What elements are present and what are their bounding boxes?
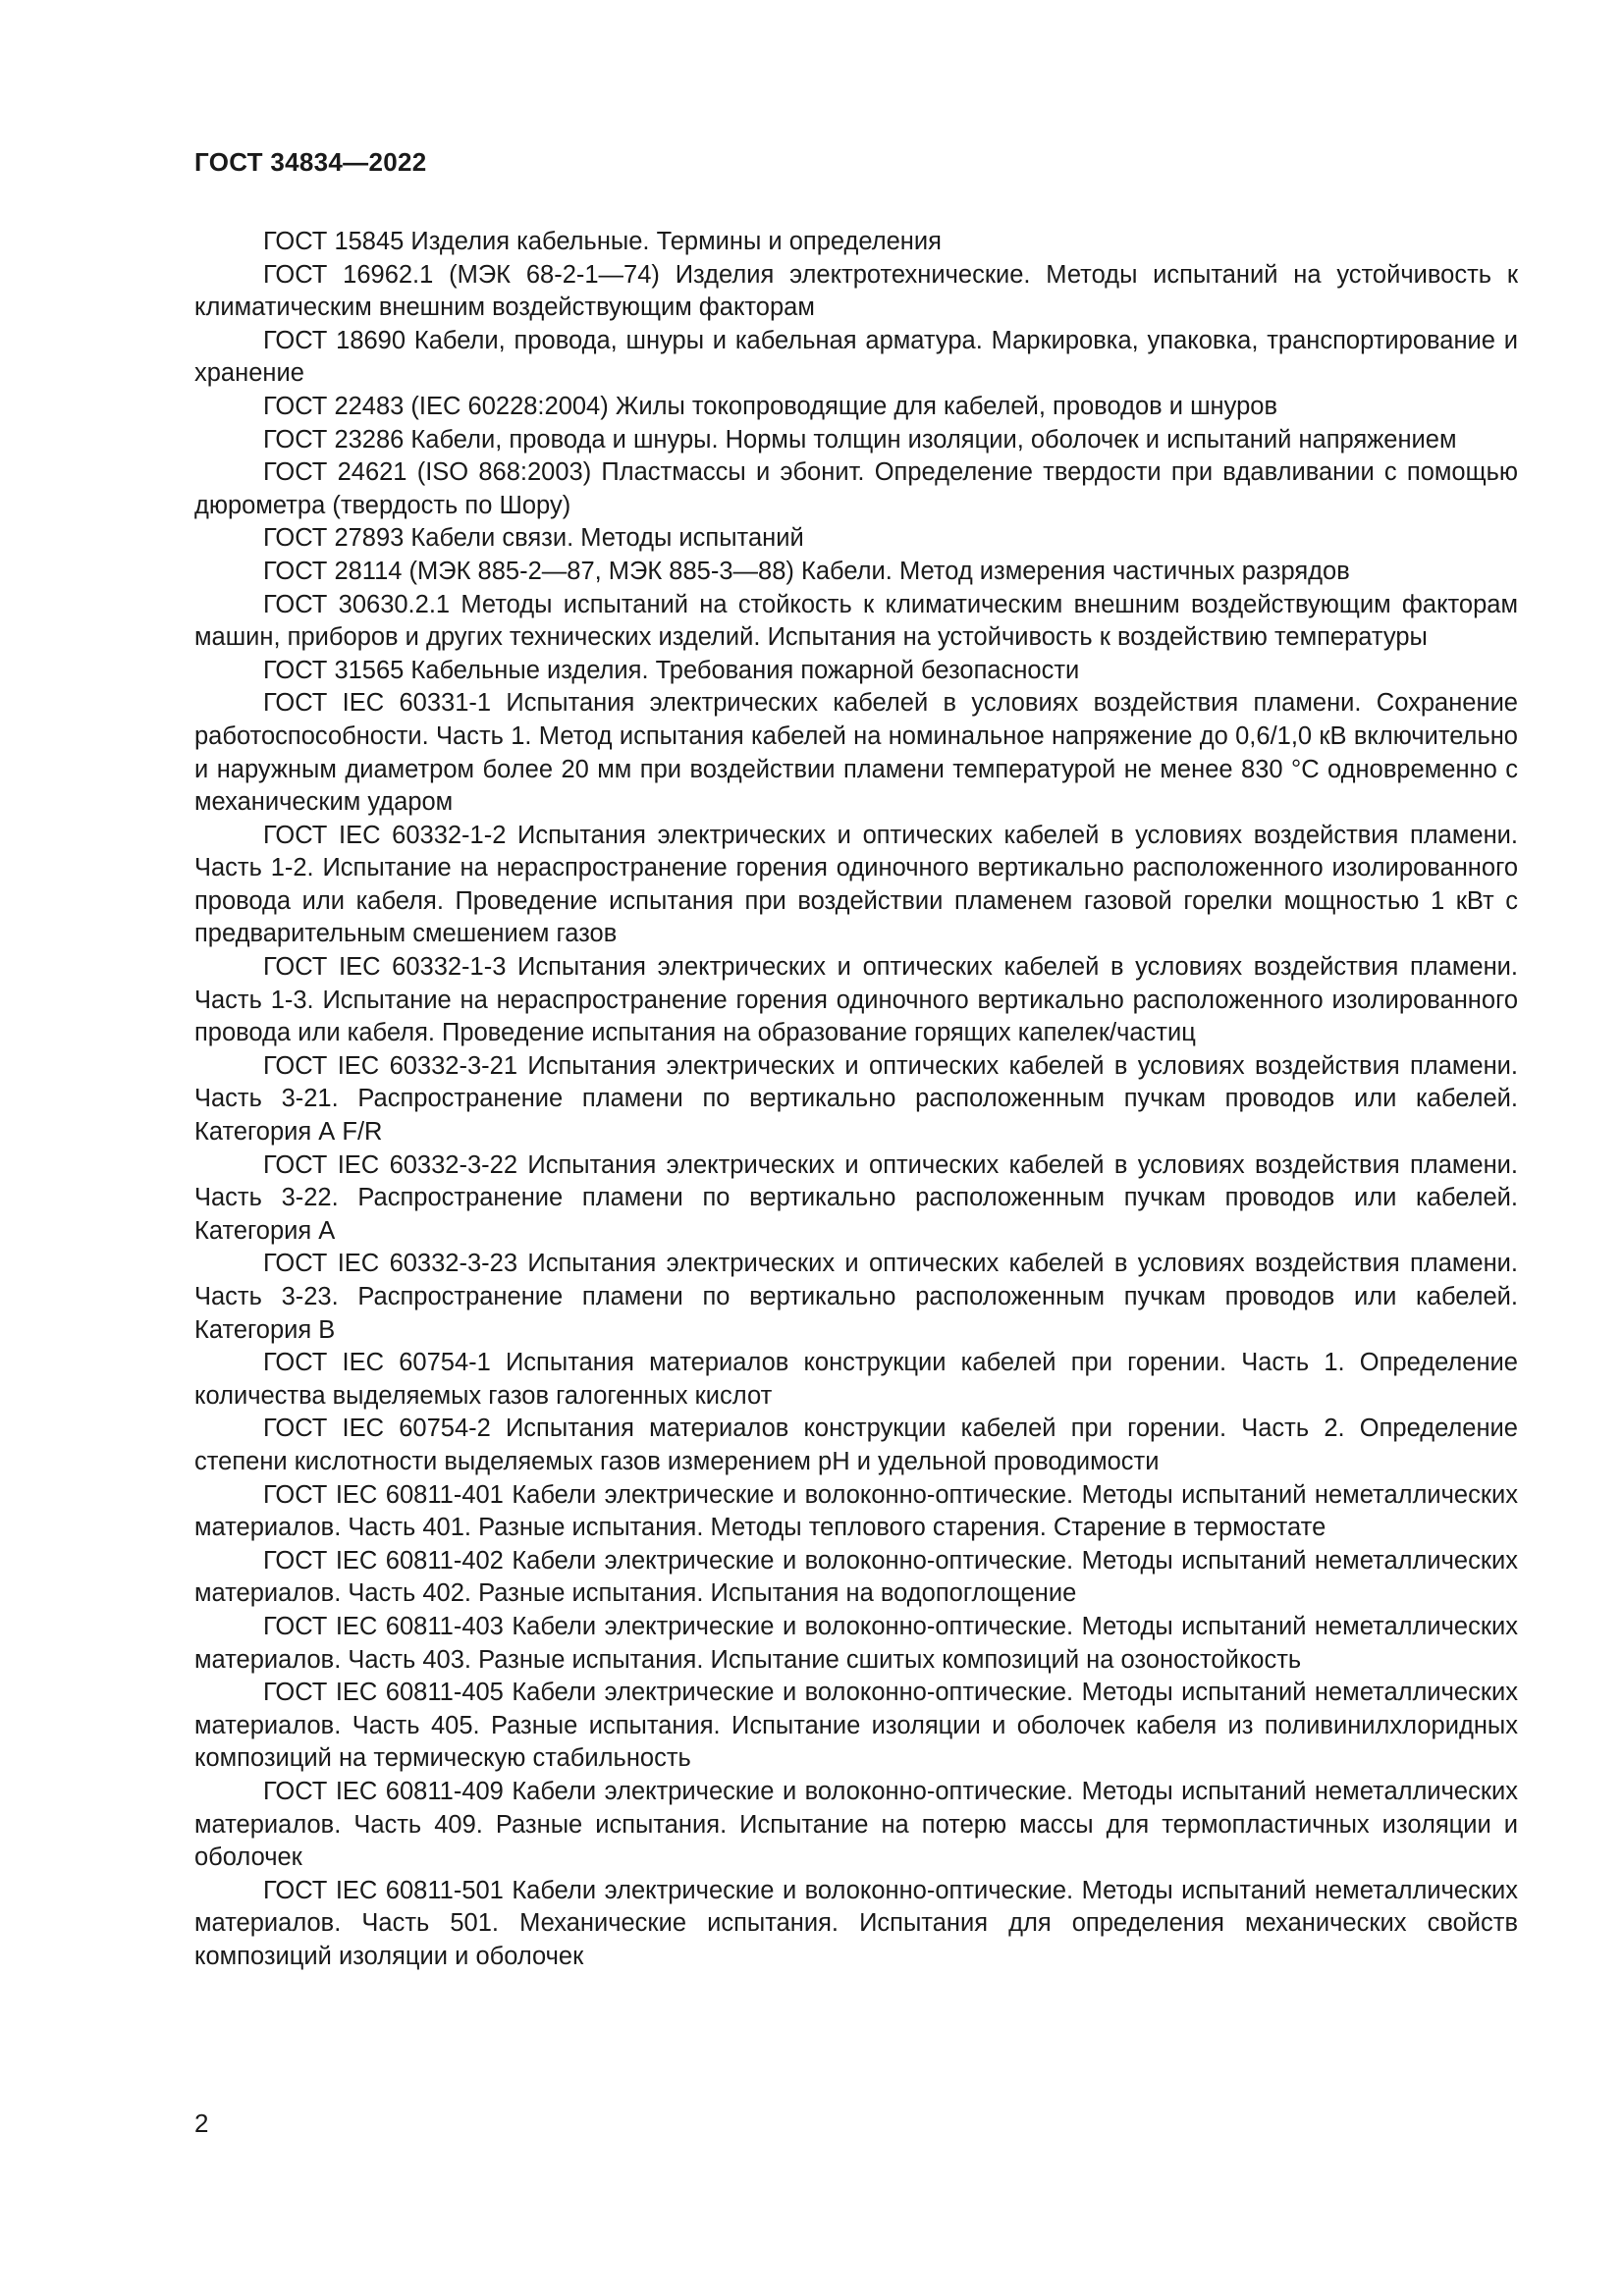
reference-item: ГОСТ 15845 Изделия кабельные. Термины и определения — [263, 228, 942, 255]
reference-item: ГОСТ IEC 60332-3-23 Испытания электрических и оптических кабелей в условиях воздействия пламени. Часть 3-23. Распространение пламени по вертикально расположенным пучкам проводов или кабелей. Категория В — [194, 1250, 1518, 1344]
reference-item: ГОСТ IEC 60811-403 Кабели электрические и волоконно-оптические. Методы испытаний неметаллических материалов. Часть 403. Разные испытания. Испытание сшитых композиций на озоностойкость — [194, 1612, 1518, 1674]
normative-references-list — [194, 226, 1518, 1973]
reference-item: ГОСТ IEC 60332-1-2 Испытания электрических и оптических кабелей в условиях воздействия пламени. Часть 1-2. Испытание на нераспространение горения одиночного вертикально расположенного изолированного провода или кабеля. Проведение испытания при воздействии пламенем газовой горелки мощностью 1 кВт с предварительным смешением газов — [194, 821, 1518, 948]
reference-item: ГОСТ 23286 Кабели, провода и шнуры. Нормы толщин изоляции, оболочек и испытаний напряжением — [263, 425, 1457, 454]
reference-item: ГОСТ IEC 60754-2 Испытания материалов конструкции кабелей при горении. Часть 2. Определение степени кислотности выделяемых газов измерением pH и удельной проводимости — [194, 1415, 1518, 1475]
reference-item: ГОСТ 18690 Кабели, провода, шнуры и кабельная арматура. Маркировка, упаковка, транспортирование и хранение — [194, 326, 1518, 388]
reference-item: ГОСТ 31565 Кабельные изделия. Требования пожарной безопасности — [263, 656, 1080, 684]
reference-item: ГОСТ IEC 60331-1 Испытания электрических кабелей в условиях воздействия пламени. Сохранение работоспособности. Часть 1. Метод испытания кабелей на номинальное напряжение до 0,6/1,0 кВ включительно и наружным диаметром более 20 мм при воздействии пламени температурой не менее 830 °C одновременно с механическим ударом — [194, 689, 1518, 817]
reference-item: ГОСТ 24621 (ISO 868:2003) Пластмассы и эбонит. Определение твердости при вдавливании с помощью дюрометра (твердость по Шору) — [194, 458, 1518, 519]
page-number: 2 — [194, 2109, 209, 2138]
reference-item: ГОСТ 16962.1 (МЭК 68-2-1—74) Изделия электротехнические. Методы испытаний на устойчивость к климатическим внешним воздействующим факторам — [194, 260, 1518, 322]
reference-item: ГОСТ IEC 60332-1-3 Испытания электрических и оптических кабелей в условиях воздействия пламени. Часть 1-3. Испытание на нераспространение горения одиночного вертикально расположенного изолированного провода или кабеля. Проведение испытания на образование горящих капелек/частиц — [194, 953, 1518, 1047]
reference-item: ГОСТ 28114 (МЭК 885-2—87, МЭК 885-3—88) Кабели. Метод измерения частичных разрядов — [263, 557, 1350, 585]
reference-item: ГОСТ IEC 60811-401 Кабели электрические и волоконно-оптические. Методы испытаний неметаллических материалов. Часть 401. Разные испытания. Методы теплового старения. Старение в термостате — [194, 1480, 1518, 1542]
reference-item: ГОСТ IEC 60332-3-21 Испытания электрических и оптических кабелей в условиях воздействия пламени. Часть 3-21. Распространение пламени по вертикально расположенным пучкам проводов или кабелей. Категория А F/R — [194, 1051, 1518, 1147]
document-number-header: ГОСТ 34834—2022 — [194, 147, 427, 177]
reference-item: ГОСТ IEC 60754-1 Испытания материалов конструкции кабелей при горении. Часть 1. Определение количества выделяемых газов галогенных кислот — [194, 1349, 1518, 1410]
reference-item: ГОСТ IEC 60811-409 Кабели электрические и волоконно-оптические. Методы испытаний неметаллических материалов. Часть 409. Разные испытания. Испытание на потерю массы для термопластичных изоляции и оболочек — [194, 1777, 1518, 1872]
reference-item: ГОСТ 27893 Кабели связи. Методы испытаний — [263, 524, 804, 553]
reference-item: ГОСТ IEC 60811-402 Кабели электрические и волоконно-оптические. Методы испытаний неметаллических материалов. Часть 402. Разные испытания. Испытания на водопоглощение — [194, 1546, 1518, 1608]
reference-item: ГОСТ IEC 60332-3-22 Испытания электрических и оптических кабелей в условиях воздействия пламени. Часть 3-22. Распространение пламени по вертикально расположенным пучкам проводов или кабелей. Категория А — [194, 1150, 1518, 1245]
reference-item: ГОСТ 22483 (IEC 60228:2004) Жилы токопроводящие для кабелей, проводов и шнуров — [263, 392, 1277, 420]
reference-item: ГОСТ IEC 60811-405 Кабели электрические и волоконно-оптические. Методы испытаний неметаллических материалов. Часть 405. Разные испытания. Испытание изоляции и оболочек кабеля из поливинилхлоридных композиций на термическую стабильность — [194, 1679, 1518, 1773]
reference-item: ГОСТ 30630.2.1 Методы испытаний на стойкость к климатическим внешним воздействующим факторам машин, приборов и других технических изделий. Испытания на устойчивость к воздействию температуры — [194, 590, 1518, 652]
reference-item: ГОСТ IEC 60811-501 Кабели электрические и волоконно-оптические. Методы испытаний неметаллических материалов. Часть 501. Механические испытания. Испытания для определения механических свойств композиций изоляции и оболочек — [194, 1876, 1518, 1970]
